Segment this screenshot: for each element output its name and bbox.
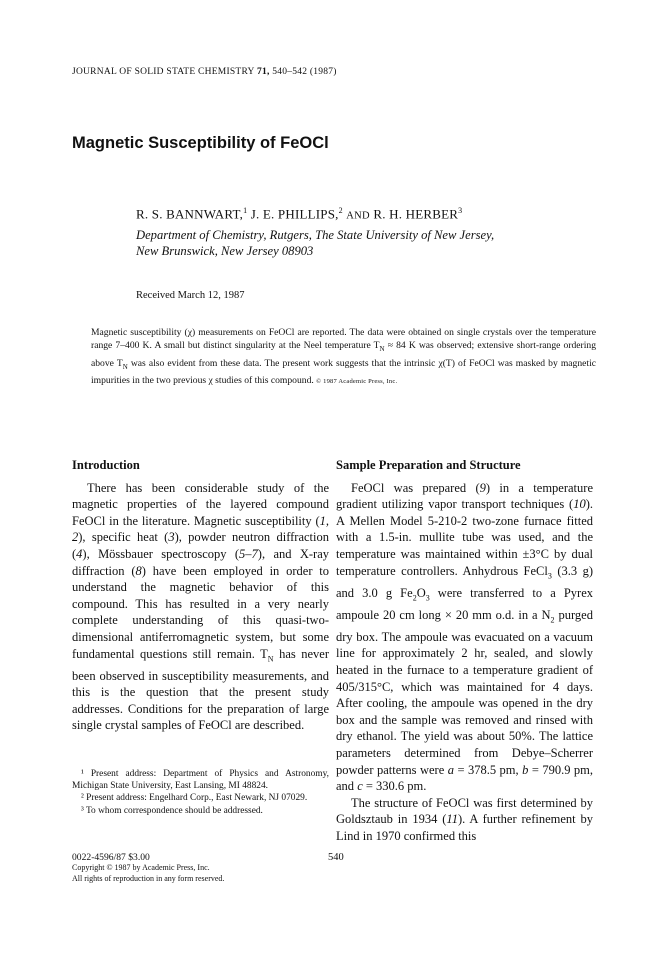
author-3-footnote-mark: 3 xyxy=(458,206,463,215)
prep-text: = 330.6 pm. xyxy=(362,779,427,794)
intro-text: ), and X-ray diffraction ( xyxy=(72,546,329,578)
intro-text: has never been observed in susceptibility measurements, and this is the question that the present study addresses. Conditions for the preparation of large single crystal samples of FeOCl are described. xyxy=(72,646,329,733)
intro-text: There has been considerable study of the magnetic properties of the layered compound FeOCl in the literature. Magnetic susceptibility ( xyxy=(72,480,329,528)
publisher-copyright: Copyright © 1987 by Academic Press, Inc. xyxy=(72,863,210,872)
sample-prep-heading: Sample Preparation and Structure xyxy=(336,458,521,472)
prep-text: ). A Mellen Model 5-210-2 two-zone furnace fitted with a 1.5-in. mullite tube was used, and the temperature was maintained within ±3°C by dual temperature controllers. Anhydrous FeCl xyxy=(336,497,593,578)
prep-text: were transferred to a Pyrex ampoule 20 cm long × 20 mm o.d. in a N xyxy=(336,585,593,622)
prep-text: ). A further refinement by Lind in 1970 confirmed this xyxy=(336,812,593,843)
affiliation-line-2: New Brunswick, New Jersey 08903 xyxy=(136,244,314,258)
prep-text: The structure of FeOCl was first determined by Goldsztaub in 1934 ( xyxy=(336,795,593,827)
ref-10: 10 xyxy=(573,497,586,512)
received-date: Received March 12, 1987 xyxy=(136,290,245,301)
ref-9: 9 xyxy=(479,480,486,495)
affiliation xyxy=(136,227,596,259)
page-number: 540 xyxy=(328,852,344,863)
author-2-footnote-mark: 2 xyxy=(338,206,343,215)
ref-1-2: 1, 2 xyxy=(72,513,329,545)
abstract xyxy=(91,326,596,388)
intro-text: ), powder neutron diffraction ( xyxy=(72,530,329,561)
journal-name: JOURNAL OF SOLID STATE CHEMISTRY xyxy=(72,67,255,77)
prep-text: = 790.9 pm, and xyxy=(336,762,594,794)
author-1-footnote-mark: 1 xyxy=(243,206,248,215)
abstract-text-3: was also evident from these data. The present work suggests that the intrinsic χ(T) of FeOCl was masked by magnetic impurities in the two previous χ studies of this compound. xyxy=(91,357,596,387)
prep-text: ) in a temperature gradient utilizing vapor transport techniques ( xyxy=(336,480,593,512)
subscript: 3 xyxy=(425,593,430,603)
abstract-tn-sub-2: N xyxy=(122,362,128,371)
intro-text: ) have been employed in order to understand the magnetic behavior of this compound. This has resulted in a very nearly complete understanding of this quasi-two-dimensional antiferromagnetic system, but some fundamental questions still remain. T xyxy=(72,563,329,661)
ref-8: 8 xyxy=(135,563,142,578)
subscript: 2 xyxy=(550,615,555,625)
author-conjunction: AND xyxy=(346,210,370,222)
footnote-2: ² Present address: Engelhard Corp., East Newark, NJ 07029. xyxy=(81,793,308,804)
issn-price: 0022-4596/87 $3.00 xyxy=(72,852,150,863)
ref-11: 11 xyxy=(446,812,458,827)
sample-prep-paragraph-1 xyxy=(336,480,593,795)
lattice-a: a xyxy=(447,762,454,777)
prep-text: O xyxy=(416,585,426,600)
journal-header xyxy=(72,67,337,77)
author-list xyxy=(136,206,462,222)
subscript: 3 xyxy=(547,571,552,581)
tn-sub: N xyxy=(267,654,274,664)
sample-prep-paragraph-2 xyxy=(336,795,593,845)
publication-info xyxy=(72,852,342,884)
introduction-section xyxy=(72,457,329,734)
abstract-text-1: Magnetic susceptibility (χ) measurements on FeOCl are reported. The data were obtained on single crystals over the temperature range 7–400 K. A small but distinct singularity at the Neel temperature T xyxy=(91,327,596,352)
introduction-heading: Introduction xyxy=(72,458,140,472)
abstract-tn-sub: N xyxy=(379,345,385,354)
prep-text: (3.3 g) and 3.0 g Fe xyxy=(336,563,593,600)
prep-text: FeOCl was prepared ( xyxy=(351,480,480,495)
affiliation-line-1: Department of Chemistry, Rutgers, The State University of New Jersey, xyxy=(136,228,495,242)
footnotes xyxy=(72,768,329,817)
article-title: Magnetic Susceptibility of FeOCl xyxy=(72,134,329,152)
ref-4: 4 xyxy=(76,546,83,561)
lattice-c: c xyxy=(357,779,363,794)
lattice-b: b xyxy=(522,762,529,777)
journal-pages-year: 540–542 (1987) xyxy=(272,67,337,77)
intro-text: ), Mössbauer spectroscopy ( xyxy=(82,546,240,561)
abstract-copyright: © 1987 Academic Press, Inc. xyxy=(316,378,398,386)
author-1: R. S. BANNWART, xyxy=(136,206,244,222)
author-3: R. H. HERBER xyxy=(373,206,459,222)
footnote-1: ¹ Present address: Department of Physics and Astronomy, Michigan State University, East Lansing, MI 48824. xyxy=(72,769,329,792)
prep-text: = 378.5 pm, xyxy=(453,762,523,777)
ref-5-7: 5–7 xyxy=(239,546,258,561)
sample-prep-section xyxy=(336,457,593,845)
subscript: 2 xyxy=(412,593,417,603)
journal-volume: 71, xyxy=(256,67,270,77)
rights-notice: All rights of reproduction in any form reserved. xyxy=(72,873,225,883)
intro-text: ), specific heat ( xyxy=(78,530,169,545)
introduction-paragraph xyxy=(72,480,329,734)
ref-3: 3 xyxy=(168,530,175,545)
footnote-3: ³ To whom correspondence should be addressed. xyxy=(81,805,263,816)
prep-text: purged dry box. The ampoule was evacuated on a vacuum line for approximately 2 hr, sealed, and slowly heated in the furnace to a temperature gradient of 405/315°C, which was maintained for 4 days. After cooling, the ampoule was opened in the dry box and the sample was removed and rinsed with dry ethanol. The yield was about 50%. The lattice parameters determined from Debye–Scherrer powder patterns were xyxy=(336,607,593,777)
author-2: J. E. PHILLIPS, xyxy=(250,206,339,222)
abstract-text-2: ≈ 84 K was observed; extensive short-range ordering above T xyxy=(91,340,596,369)
